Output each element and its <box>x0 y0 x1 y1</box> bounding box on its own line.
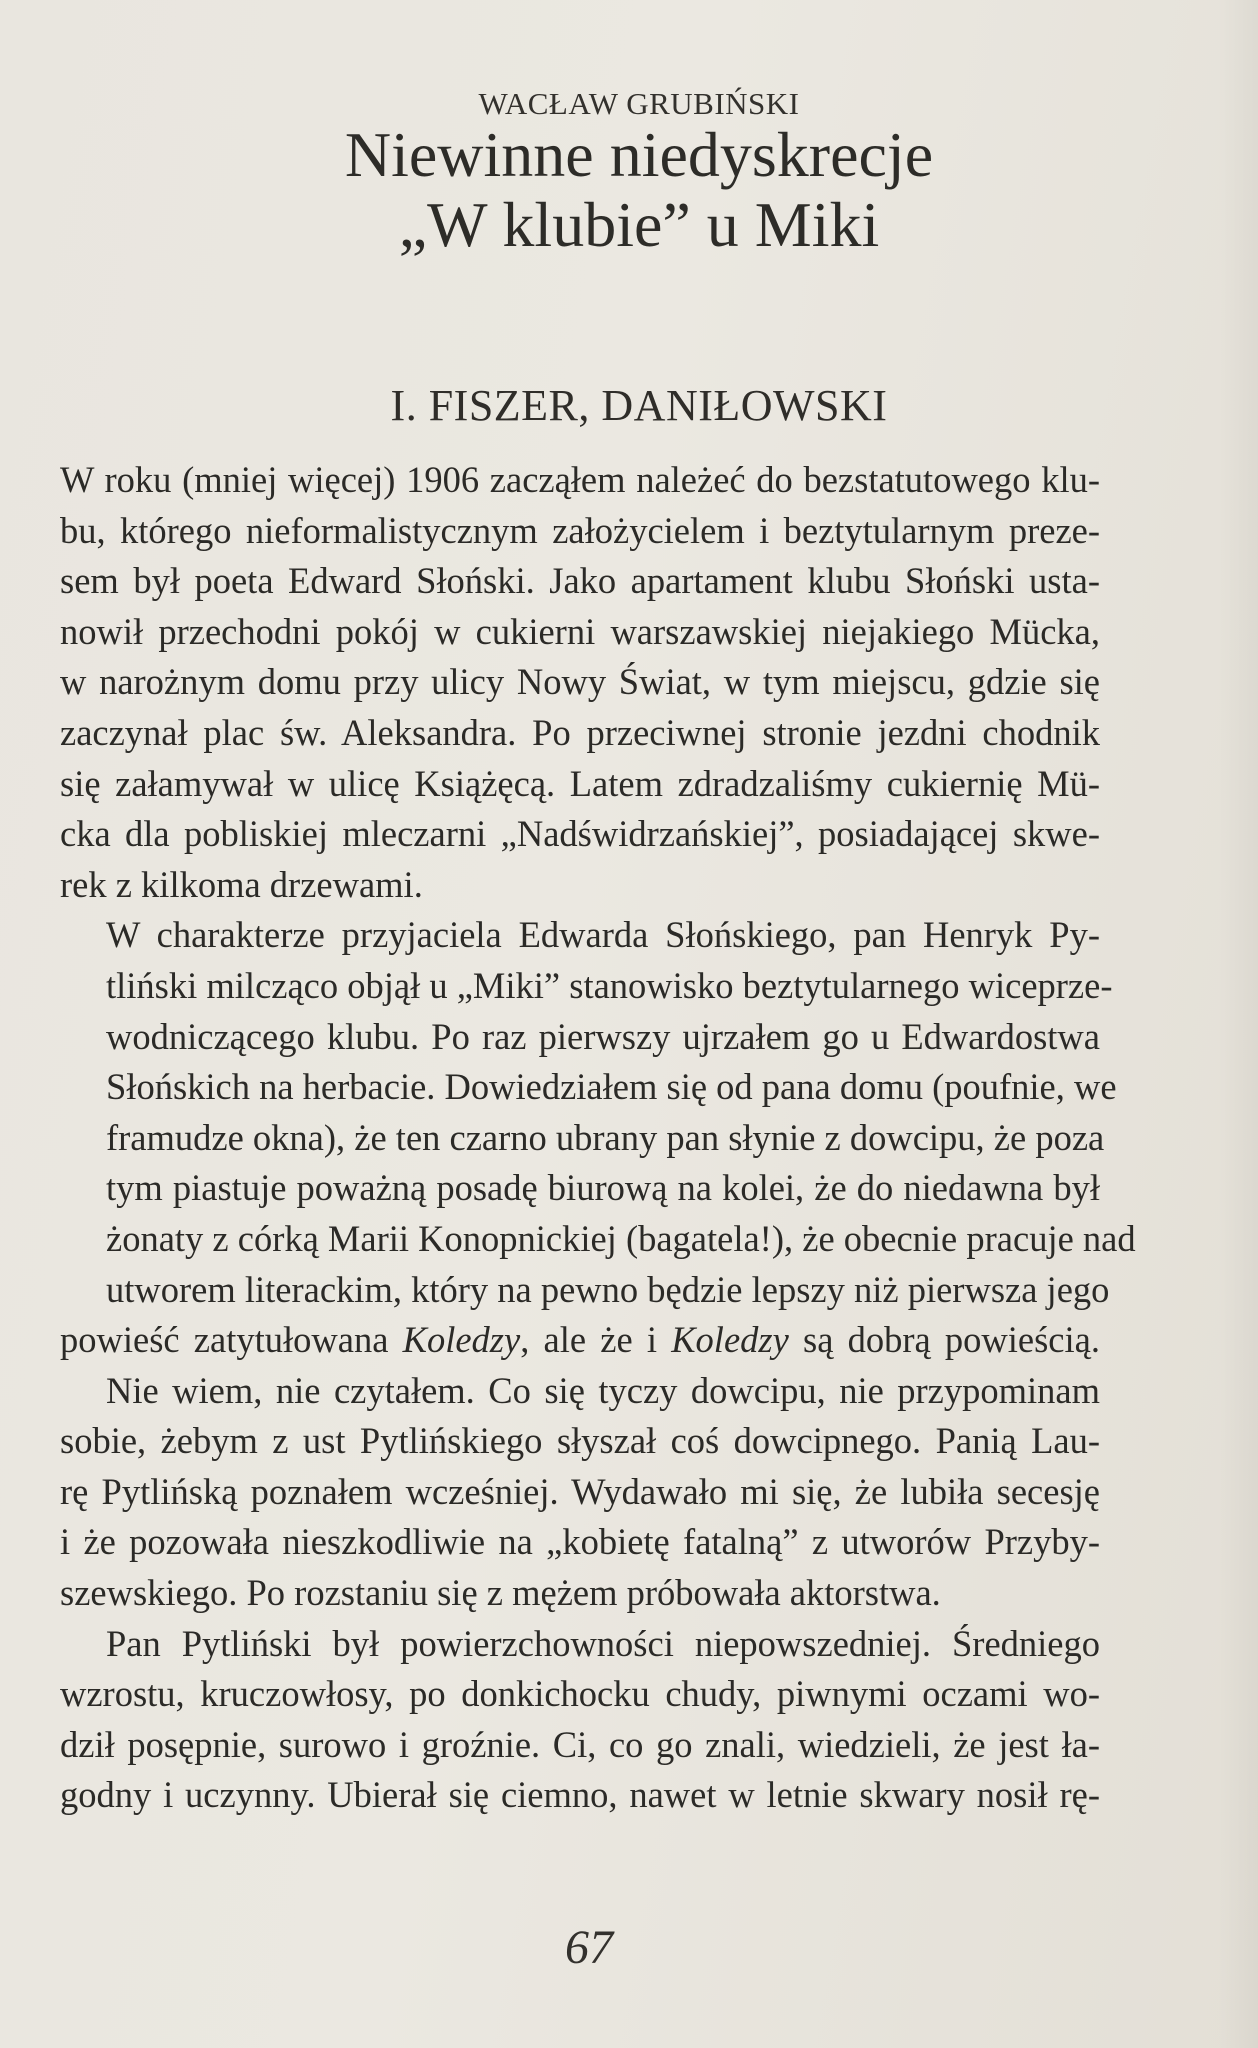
text-line: dził posępnie, surowo i groźnie. Ci, co go znali, wiedzieli, że jest ła- <box>60 1723 1100 1765</box>
text-line: utworem literackim, który na pewno będzie lepszy niż pierwsza jego <box>106 1268 1110 1310</box>
paragraph-3 <box>60 1366 1100 1619</box>
section-heading: I. FISZER, DANIŁOWSKI <box>390 381 888 430</box>
text-line: zaczynał plac św. Aleksandra. Po przeciwnej stronie jezdni chodnik <box>60 711 1100 753</box>
text-line: tym piastuje poważną posadę biurową na kolei, że do niedawna był <box>106 1167 1100 1209</box>
page-number: 67 <box>565 1921 613 1974</box>
author-name: WACŁAW GRUBIŃSKI <box>478 86 800 121</box>
text-line: sem był poeta Edward Słoński. Jako apartament klubu Słoński usta- <box>60 560 1100 602</box>
paragraph-2 <box>60 910 1136 1365</box>
text-line: tliński milcząco objął u „Miki” stanowisko beztytularnego wiceprze- <box>106 964 1113 1006</box>
book-title-italic: Koledzy <box>402 1319 521 1361</box>
chapter-title <box>10 120 1258 260</box>
title-line-1: Niewinne niedyskrecje <box>344 119 934 190</box>
text-line: Pan Pytliński był powierzchowności niepowszedniej. Średniego <box>106 1622 1100 1664</box>
text-line: rek z kilkoma drzewami. <box>60 863 423 905</box>
page-edge-shadow <box>1218 0 1258 2048</box>
text-line: w narożnym domu przy ulicy Nowy Świat, w tym miejscu, gdzie się <box>60 661 1100 703</box>
text-fragment: , ale że i <box>520 1319 672 1361</box>
text-line: wodniczącego klubu. Po raz pierwszy ujrzałem go u Edwardostwa <box>106 1015 1100 1057</box>
text-line: W charakterze przyjaciela Edwarda Słońskiego, pan Henryk Py- <box>106 914 1100 956</box>
text-line: się załamywał w ulicę Książęcą. Latem zdradzaliśmy cukiernię Mü- <box>60 762 1100 804</box>
paragraph-1 <box>60 455 1100 910</box>
text-line: framudze okna), że ten czarno ubrany pan słynie z dowcipu, że poza <box>106 1116 1105 1158</box>
text-line: nowił przechodni pokój w cukierni warszawskiej niejakiego Mücka, <box>60 610 1100 652</box>
text-line <box>60 1315 1100 1366</box>
text-line: cka dla pobliskiej mleczarni „Nadświdrzańskiej”, posiadającej skwe- <box>60 813 1100 855</box>
title-line-2: „W klubie” u Miki <box>398 189 880 260</box>
text-line: rę Pytlińską poznałem wcześniej. Wydawało mi się, że lubiła secesję <box>60 1470 1100 1512</box>
text-line: żonaty z córką Marii Konopnickiej (bagatela!), że obecnie pracuje nad <box>106 1217 1136 1259</box>
text-line: szewskiego. Po rozstaniu się z mężem próbowała aktorstwa. <box>60 1572 941 1614</box>
text-fragment: są dobrą powieścią. <box>788 1319 1100 1361</box>
text-line: i że pozowała nieszkodliwie na „kobietę fatalną” z utworów Przyby- <box>60 1521 1100 1563</box>
body-text <box>60 455 1136 1821</box>
text-line: W roku (mniej więcej) 1906 zacząłem należeć do bezstatutowego klu- <box>60 459 1100 500</box>
text-line: wzrostu, kruczowłosy, po donkichocku chudy, piwnymi oczami wo- <box>60 1673 1100 1715</box>
text-line: bu, którego nieformalistycznym założycielem i beztytularnym preze- <box>60 509 1100 551</box>
text-line: Słońskich na herbacie. Dowiedziałem się od pana domu (poufnie, we <box>106 1066 1117 1108</box>
text-line: Nie wiem, nie czytałem. Co się tyczy dowcipu, nie przypominam <box>106 1369 1100 1411</box>
text-line: sobie, żebym z ust Pytlińskiego słyszał coś dowcipnego. Panią Lau- <box>60 1420 1100 1462</box>
text-fragment: powieść zatytułowana <box>60 1319 403 1361</box>
text-line: godny i uczynny. Ubierał się ciemno, nawet w letnie skwary nosił rę- <box>60 1774 1100 1816</box>
paragraph-4 <box>60 1619 1100 1821</box>
book-title-italic: Koledzy <box>671 1319 789 1361</box>
